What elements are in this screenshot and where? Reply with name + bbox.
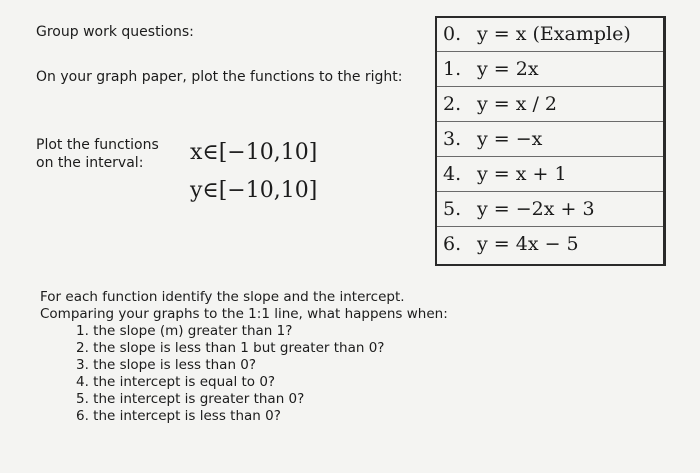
question-item: 5. the intercept is greater than 0? [76,391,305,407]
function-row [437,158,663,192]
function-equation: y = x / 2 [477,93,558,115]
interval-label-line1: Plot the functions [36,137,159,153]
function-equation: y = −2x + 3 [477,198,595,220]
function-number: 5. [443,198,462,220]
y-interval: y∈[−10,10] [190,178,318,203]
function-number: 0. [443,23,462,45]
function-number: 2. [443,93,462,115]
function-equation: y = −x [477,128,543,150]
question-item: 2. the slope is less than 1 but greater than 0? [76,340,385,356]
question-item: 4. the intercept is equal to 0? [76,374,276,390]
function-number: 3. [443,128,462,150]
question-item: 3. the slope is less than 0? [76,357,257,373]
question-item: 6. the intercept is less than 0? [76,408,281,424]
questions-intro-1: For each function identify the slope and the intercept. [40,289,405,305]
plot-instruction: On your graph paper, plot the functions to the right: [36,69,403,85]
interval-label [36,136,159,172]
function-number: 1. [443,58,462,80]
questions-intro-2: Comparing your graphs to the 1:1 line, what happens when: [40,306,448,322]
questions-block [40,289,448,425]
question-item: 1. the slope (m) greater than 1? [76,323,293,339]
function-equation: y = x + 1 [477,163,567,185]
function-equation: y = x (Example) [477,23,631,45]
group-work-title: Group work questions: [36,24,194,40]
function-list-inner [437,18,664,264]
interval-label-line2: on the interval: [36,155,144,171]
function-row [437,88,663,122]
questions-list [40,323,448,425]
function-number: 6. [443,233,462,255]
function-row [437,228,663,261]
function-equation: y = 4x − 5 [477,233,579,255]
function-list-box [435,16,666,266]
function-equation: y = 2x [477,58,539,80]
function-row [437,18,663,52]
x-interval: x∈[−10,10] [190,140,318,165]
function-row [437,123,663,157]
function-row [437,193,663,227]
function-number: 4. [443,163,462,185]
function-row [437,53,663,87]
